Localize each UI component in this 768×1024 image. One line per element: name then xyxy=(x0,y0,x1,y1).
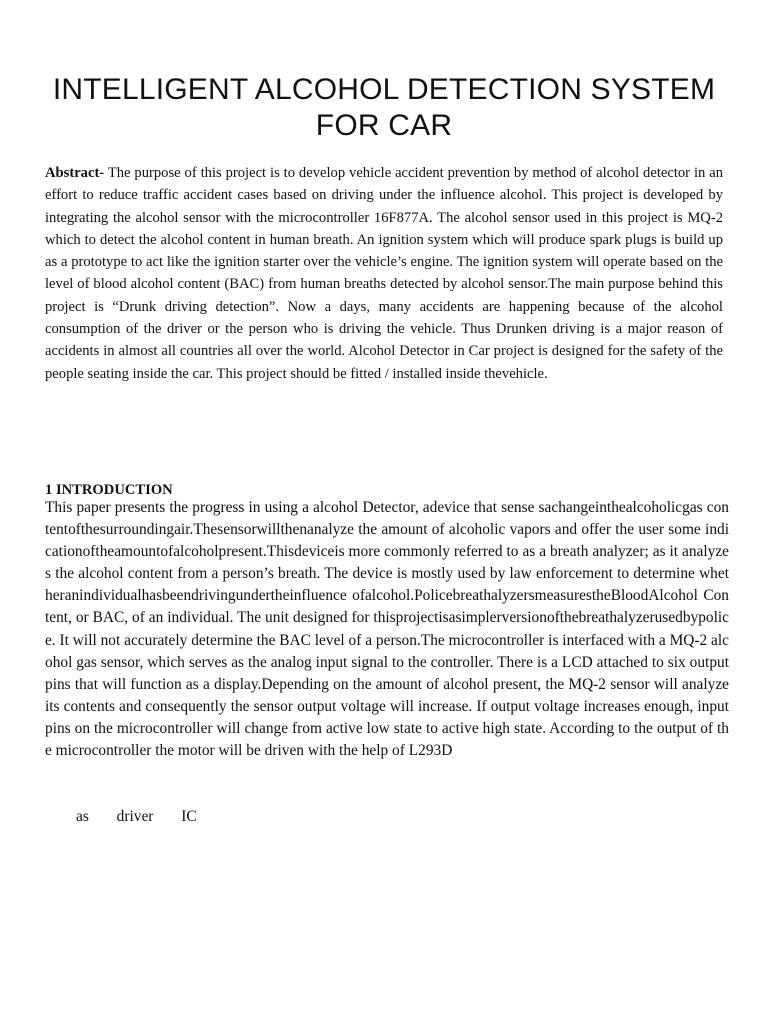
abstract-paragraph xyxy=(45,162,723,385)
section-heading-introduction: 1 INTRODUCTION xyxy=(45,482,173,498)
abstract-text: The purpose of this project is to develop vehicle accident prevention by method of alcohol detector in an effort to reduce traffic accident cases based on driving under the influence alcohol. This project is developed by integrating the alcohol sensor with the microcontroller 16F877A. The alcohol sensor used in this project is MQ-2 which to detect the alcohol content in human breath. An ignition system which will produce spark plugs is build up as a prototype to act like the ignition starter over the vehicle’s engine. The ignition system will operate based on the level of blood alcohol content (BAC) from human breaths detected by alcohol sensor.The main purpose behind this project is “Drunk driving detection”. Now a days, many accidents are happening because of the alcohol consumption of the driver or the person who is driving the vehicle. Thus Drunken driving is a major reason of accidents in almost all countries all over the world. Alcohol Detector in Car project is designed for the safety of the people seating inside the car. This project should be fitted / installed inside thevehicle. xyxy=(45,165,723,382)
introduction-paragraph: This paper presents the progress in using a alcohol Detector, adevice that sense sachangeinthealcoholicgas contentofthesurroundingair.Thesensorwillthenanalyze the amount of alcoholic vapors and offer the user some indicationoftheamountofalcoholpresent.Thisdeviceis more commonly referred to as a breath analyzer; as it analyzes the alcohol content from a person’s breath. The device is mostly used by law enforcement to determine whetheranindividualhasbeendrivingundertheinfluence ofalcohol.PolicebreathalyzersmeasurestheBloodAlcohol Content, or BAC, of an individual. The unit designed for thisprojectisasimplerversionofthebreathalyzerusedbypolice. It will not accurately determine the BAC level of a person.The microcontroller is interfaced with a MQ-2 alcohol gas sensor, which serves as the analog input signal to the controller. There is a LCD attached to six output pins that will function as a display.Depending on the amount of alcohol present, the MQ-2 sensor will analyze its contents and consequently the sensor output voltage will increase. If output voltage increases enough, input pins on the microcontroller will change from active low state to active high state. According to the output of the microcontroller the motor will be driven with the help of L293D xyxy=(45,499,729,760)
introduction-paragraph-tail: as driver IC xyxy=(76,808,197,825)
abstract-label: Abstract- xyxy=(45,165,105,181)
document-title: INTELLIGENT ALCOHOL DETECTION SYSTEM FOR CAR xyxy=(52,73,716,142)
